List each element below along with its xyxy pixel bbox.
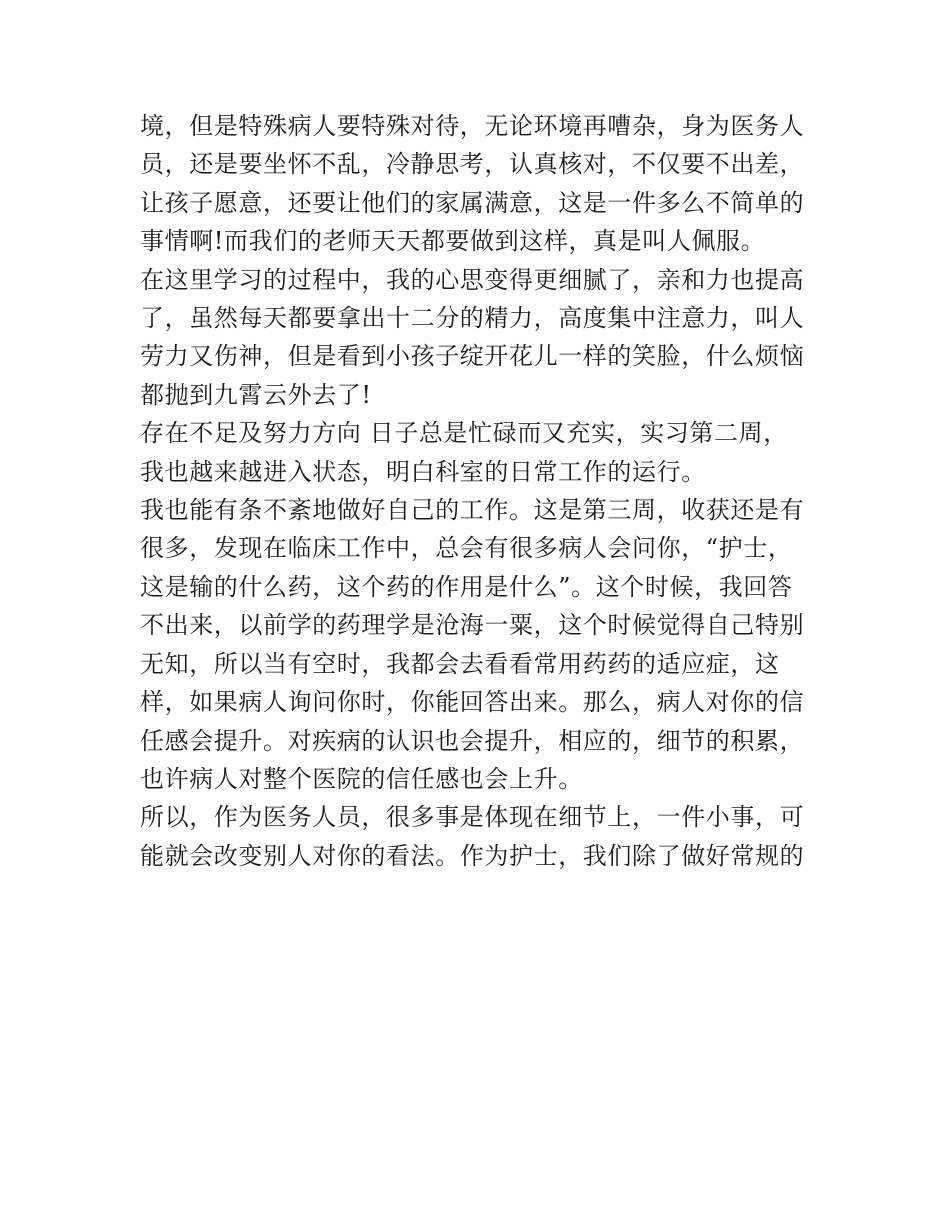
body-text	[140, 107, 820, 875]
text-line: 能就会改变别人对你的看法。作为护士，我们除了做好常规的	[140, 841, 805, 870]
text-line: 都抛到九霄云外去了!	[140, 380, 372, 409]
text-line: 我也越来越进入状态，明白科室的日常工作的运行。	[140, 457, 706, 486]
text-line: 了，虽然每天都要拿出十二分的精力，高度集中注意力，叫人	[140, 304, 805, 333]
text-line: 所以，作为医务人员，很多事是体现在细节上，一件小事，可	[140, 803, 805, 832]
text-line: 也许病人对整个医院的信任感也会上升。	[140, 764, 583, 793]
text-line: 我也能有条不紊地做好自己的工作。这是第三周，收获还是有	[140, 496, 805, 525]
text-line: 在这里学习的过程中，我的心思变得更细腻了，亲和力也提高	[140, 265, 805, 294]
text-line: 事情啊!而我们的老师天天都要做到这样，真是叫人佩服。	[140, 227, 766, 256]
text-line: 员，还是要坐怀不乱，冷静思考，认真核对，不仅要不出差，	[140, 150, 805, 179]
text-line: 无知，所以当有空时，我都会去看看常用药药的适应症，这	[140, 649, 780, 678]
text-line: 不出来，以前学的药理学是沧海一粟，这个时候觉得自己特别	[140, 611, 805, 640]
text-line: 样，如果病人询问你时，你能回答出来。那么，病人对你的信	[140, 688, 805, 717]
text-line: 存在不足及努力方向 日子总是忙碌而又充实，实习第二周，	[140, 419, 788, 448]
text-line: 很多，发现在临床工作中，总会有很多病人会问你，“护士，	[140, 534, 793, 563]
text-line: 这是输的什么药，这个药的作用是什么”。这个时候，我回答	[140, 572, 793, 601]
text-line: 劳力又伤神，但是看到小孩子绽开花儿一样的笑脸，什么烦恼	[140, 342, 805, 371]
text-line: 任感会提升。对疾病的认识也会提升，相应的，细节的积累，	[140, 726, 805, 755]
text-line: 让孩子愿意，还要让他们的家属满意，这是一件多么不简单的	[140, 188, 805, 217]
text-line: 境，但是特殊病人要特殊对待，无论环境再嘈杂，身为医务人	[140, 112, 805, 140]
